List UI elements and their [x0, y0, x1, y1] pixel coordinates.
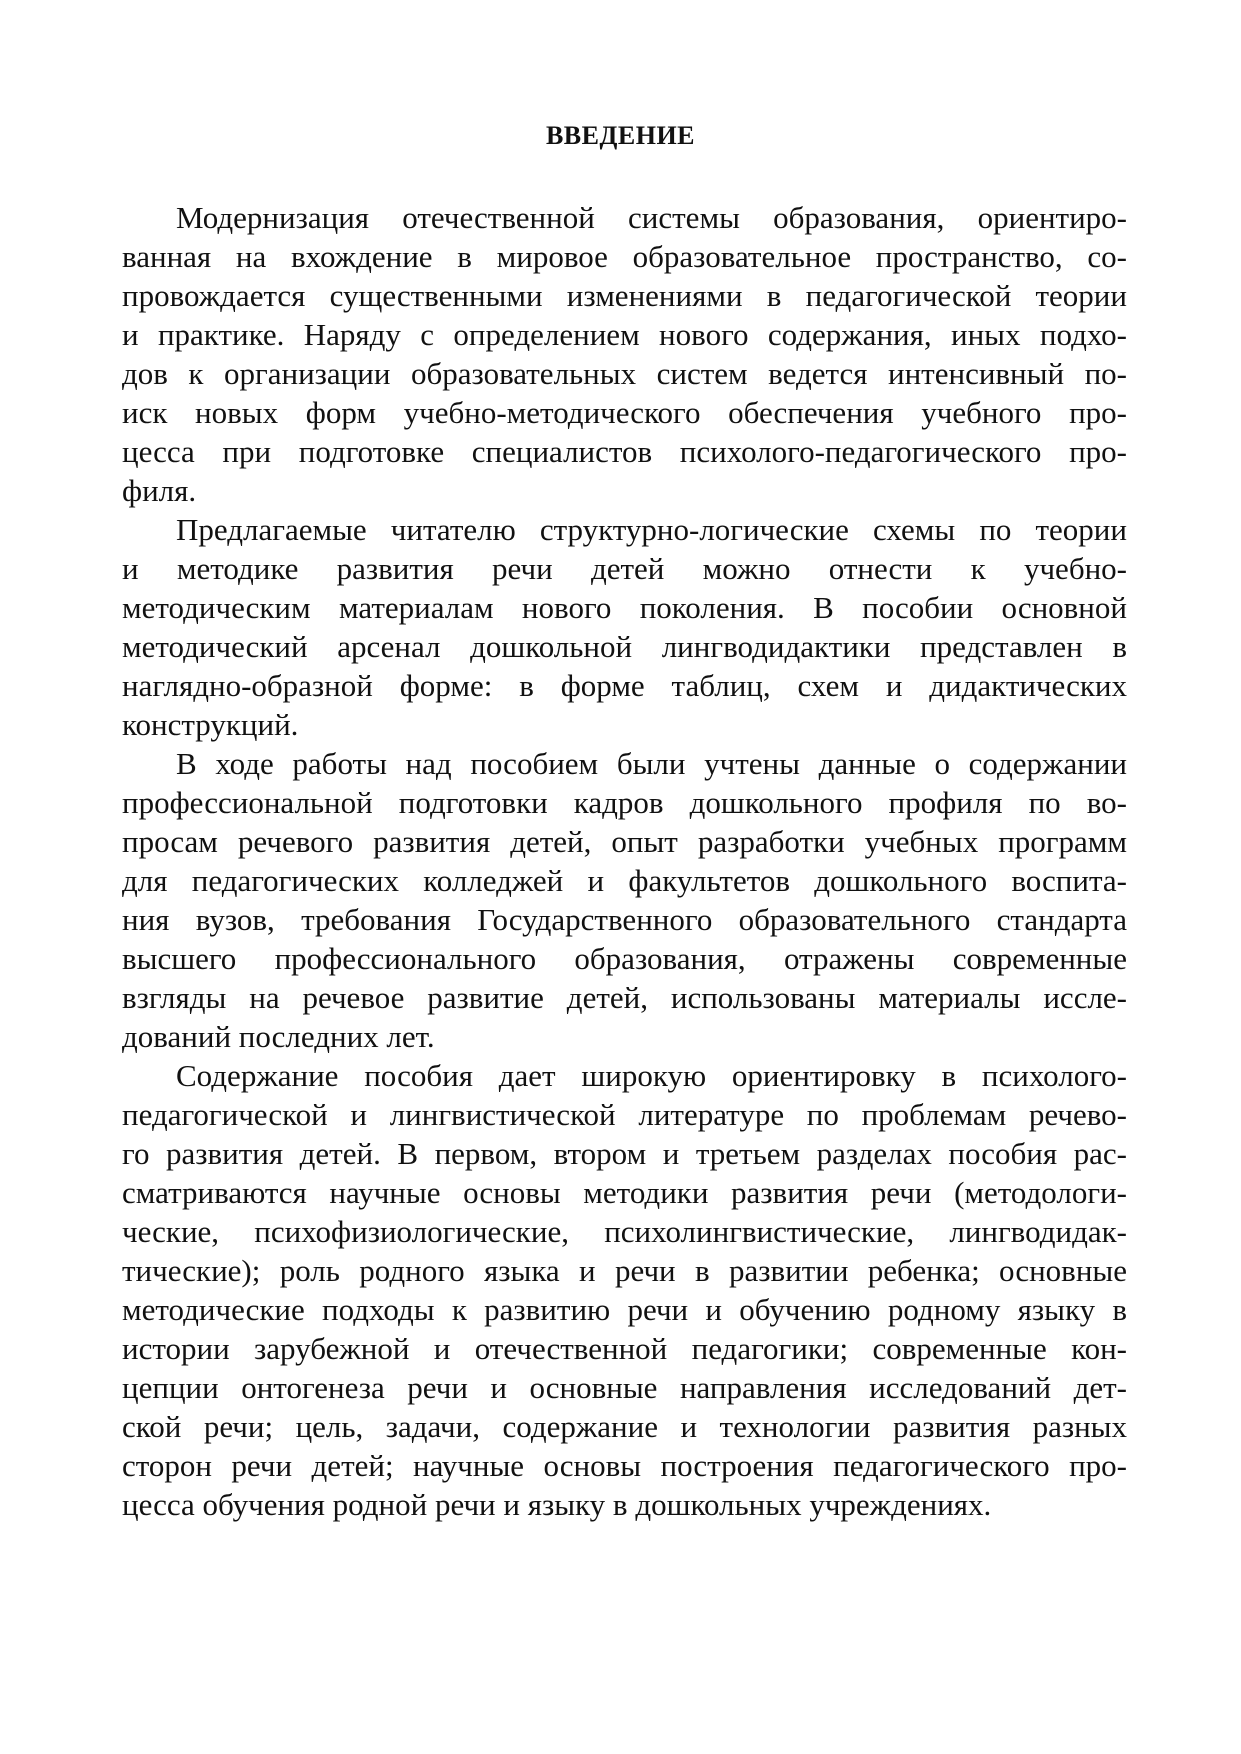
text-line: конструкций.	[122, 707, 299, 742]
text-line: дований последних лет.	[122, 1019, 435, 1054]
text-line: иск новых форм учебно-методического обеспечения учебного про-	[122, 395, 1127, 430]
text-line: Содержание пособия дает широкую ориентировку в психолого-	[176, 1058, 1127, 1093]
text-line: профессиональной подготовки кадров дошкольного профиля по во-	[122, 785, 1127, 820]
text-line: просам речевого развития детей, опыт разработки учебных программ	[122, 824, 1127, 859]
text-line: методическим материалам нового поколения. В пособии основной	[122, 590, 1127, 625]
text-line: Модернизация отечественной системы образования, ориентиро-	[176, 200, 1127, 235]
text-line: и методике развития речи детей можно отнести к учебно-	[122, 551, 1127, 586]
text-line: филя.	[122, 473, 197, 508]
text-line: сматриваются научные основы методики развития речи (методологи-	[122, 1175, 1127, 1210]
text-line: для педагогических колледжей и факультетов дошкольного воспита-	[122, 863, 1127, 898]
document-body	[122, 198, 1127, 1524]
text-line: В ходе работы над пособием были учтены данные о содержании	[176, 746, 1127, 781]
text-line: го развития детей. В первом, втором и третьем разделах пособия рас-	[122, 1136, 1127, 1171]
text-line: ванная на вхождение в мировое образовательное пространство, со-	[122, 239, 1127, 274]
text-line: ческие, психофизиологические, психолингвистические, лингводидак-	[122, 1214, 1127, 1249]
text-line: методический арсенал дошкольной лингводидактики представлен в	[122, 629, 1127, 664]
paragraph-4	[122, 1056, 1127, 1524]
text-line: тические); роль родного языка и речи в развитии ребенка; основные	[122, 1253, 1127, 1288]
text-line: ской речи; цель, задачи, содержание и технологии развития разных	[122, 1409, 1127, 1444]
paragraph-2	[122, 510, 1127, 744]
text-line: высшего профессионального образования, отражены современные	[122, 941, 1127, 976]
text-line: провождается существенными изменениями в педагогической теории	[122, 278, 1127, 313]
text-line: педагогической и лингвистической литературе по проблемам речево-	[122, 1097, 1127, 1132]
text-line: Предлагаемые читателю структурно-логические схемы по теории	[176, 512, 1127, 547]
text-line: ния вузов, требования Государственного образовательного стандарта	[122, 902, 1127, 937]
paragraph-1	[122, 198, 1127, 510]
text-line: истории зарубежной и отечественной педагогики; современные кон-	[122, 1331, 1127, 1366]
text-line: цесса при подготовке специалистов психолого-педагогического про-	[122, 434, 1127, 469]
page-title: ВВЕДЕНИЕ	[545, 121, 696, 150]
text-line: взгляды на речевое развитие детей, использованы материалы иссле-	[122, 980, 1127, 1015]
text-line: методические подходы к развитию речи и обучению родному языку в	[122, 1292, 1127, 1327]
text-line: цесса обучения родной речи и языку в дошкольных учреждениях.	[122, 1487, 992, 1522]
text-line: сторон речи детей; научные основы построения педагогического про-	[122, 1448, 1127, 1483]
text-line: дов к организации образовательных систем ведется интенсивный по-	[122, 356, 1127, 391]
text-line: наглядно-образной форме: в форме таблиц, схем и дидактических	[122, 668, 1127, 703]
paragraph-3	[122, 744, 1127, 1056]
text-line: цепции онтогенеза речи и основные направления исследований дет-	[122, 1370, 1127, 1405]
text-line: и практике. Наряду с определением нового содержания, иных подхо-	[122, 317, 1127, 352]
